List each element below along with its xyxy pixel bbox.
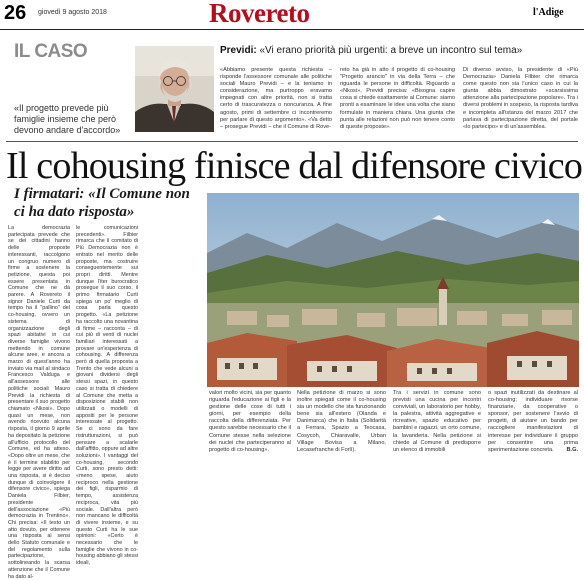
section-divider [6,141,578,142]
city-landscape-photo [207,193,579,387]
masthead: l'Adige [533,7,564,18]
article-headline: Il cohousing finisce dal difensore civico [6,145,583,187]
article-column-6 [488,390,578,454]
article-column-4: Nella petizione di marzo si sono inoltre spiegati come il co-housing sia un modello che sta funzionando bene sia all'estero (Olanda e Danimarca) che in Italia (Solidarità a Ferrara, Spazio a Teocasa, Cosycoh, Chiaravalle, Urban Village Bovisa a Milano, Lecasefranche di Forlì). [297,390,386,453]
issue-date: giovedì 9 agosto 2018 [38,9,107,16]
article-column-1: La democrazia partecipata prevede che se dei cittadini hanno delle proposte interessanti, raccolgono un congruo numero di firme a sostenere la petizione, questa poi essere presentata in Comune che ne dà parere. A Rovereto il signor Daniele Curti da tempo ha il "pallino" del co-housing, ovvero un sistema di organizzazione degli spazi abitativi in cui diverse famiglie vivono mettendo in comune alcune aree, e ancora a marzo di quest'anno ha inviato via mail al sindaco Francesco Valduga e all'assessore alle politiche sociali Mauro Previdi la richiesta di presentare il suo progetto chiamato «Nkosi». Dopo quasi un mese, non avendo ricevuto alcuna risposta, il giorno 9 aprile ha depositato la petizione all'ufficio protocollo del Comune, ed ha atteso. «Dopo oltre un mese, che è il termine stabilito per legge per avere diritto ad una risposta, si è deciso dunque di coinvolgere il difensore civico», spiega Daniela Filbier, presidente dell'associazione «Più democrazia in Trentino». Chi precisa: «Il testo un atto dovuto, per ottenere una risposta ai sensi dello Statuto comunale e del regolamento sulla partecipazione, sottolineando la scarsa attenzione che il Comune ha dato al- [8,225,70,580]
previdi-column-1: «Abbiamo presente questa richiesta – risponde l'assessore comunale alle politiche sociali Mauro Previdi – e la teniamo in considerazione, ma purtroppo eravamo impegnati con altre priorità, non si tratta certo di trascuratezza o noncuranza. A fine agosto, primi di settembre ci incontreremo per parlare di questo argomento». «Va detto – prosegue Previdi – che il Comune di Rove- [220,67,332,130]
signature: B.G. [566,446,578,453]
case-label: IL CASO [14,41,91,63]
article-column-3: valori molto vicini, sia per quanto riguarda l'educazione ai figli e la gestione delle cose di tutti i giorni, per esempio della raccolta della differenziata. Per questo sarebbe necessario che il Comune stesse nella selezione dei nuclei che parteciperanno al progetto di co-housing». [209,390,291,453]
previdi-name: Previdi: [220,45,257,56]
header-rule [0,29,584,30]
article-kicker: I firmatari: «Il Comune non ci ha dato risposta» [14,186,190,220]
previdi-quote: «Vi erano priorità più urgenti: a breve un incontro sul tema» [259,45,523,56]
previdi-column-2: reto ha già in atto il progetto di co-housing "Progetto arancio" in via della Terra – che riguarda le persone in difficoltà. Riguardo a «Nkosi», Previdi precisa: «Bisogna capire cosa si chiede esattamente al Comune: siamo pronti a esaminare le idee una volta che siano formulate in maniera chiara. Una giunta che punta alle relazioni non può non tenere conto di queste proposte». [340,67,455,130]
section-title: Rovereto [209,0,310,28]
case-quote: «Il progetto prevede più famiglie insieme che però devono andare d'accordo» [14,103,121,135]
article-column-2: le comunicazioni precedenti». Filbier rimarca che il comitato di Più Democrazia non è entrato nel merito delle proposte, ma costruire conseguentemente sui propri diritti. Mentre dunque l'iter burocratico prosegue il suo corso, il primo firmatario Curti spiega un po' meglio di cosa parla questo progetto. «La petizione ha raccolto una novantina di firme – racconta – di cui più di venti di nuclei familiari interessati a provare un'esperienza di cohousing. A differenza però di quella proposta a Trento che vede alcuni a giovani dividersi degli stessi spazi, in questo caso si tratta di chiedere al Comune che metta a disposizione stabili non utilizzati o modelli di appositi per le persone interessate al progetto. Se ci sono da fare ristrutturazioni, si può pensare a scalarle dall'affitto, oppure ad altre soluzioni». I vantaggi del co-housing, secondo Curti, sono presto detti: «meno spese, aiuto reciproco nella gestione dei figli, risparmio di tempo, assistenza reciproca, vita più sociale. Dall'altra però non mancano le difficoltà di vivere insieme, e su questo Curti ha le sue opinioni: «Certo è necessario che le famiglie che vivono in co-housing abbiano gli stessi ideali, [76,225,138,567]
page-number: 26 [4,2,27,24]
portrait-photo [135,46,214,132]
article-column-5: Tra i servizi in comune sono previsti una cucina per incontri conviviali, un laboratorio per hobby, la palestra, attività aggregative e ricreative, spazio educativo per bambini e ragazzi, un orto comune, la lavanderia. Nella petizione si chiede al Comune di predisporre un elenco di immobili [393,390,481,453]
previdi-column-3: Di diverso avviso, la presidente di «Più Democrazia» Daniela Filbier che rimarca come questo non sia l'unico caso in cui la giunta abbia dimostrato «scarsissima attenzione alla partecipazione popolare». Tra i diversi problemi in sospeso, la risposta tardiva e incompleta all'istanza del marzo 2017 che parlava di partecipazione diretta, del portale «lo partecipo» e di un'assemblea. [463,67,578,130]
article-column-6-text: o spazi inutilizzati da destinare al co-housing; individuare risorse finanziarie, da cooperative o sponsor, per sostenere l'avvio di progetti, di aiutare un bando per raccogliere manifestazioni di interesse per individuare il gruppo per consentire una prima sperimentazione concreta. [488,390,578,453]
previdi-headline [220,45,580,57]
